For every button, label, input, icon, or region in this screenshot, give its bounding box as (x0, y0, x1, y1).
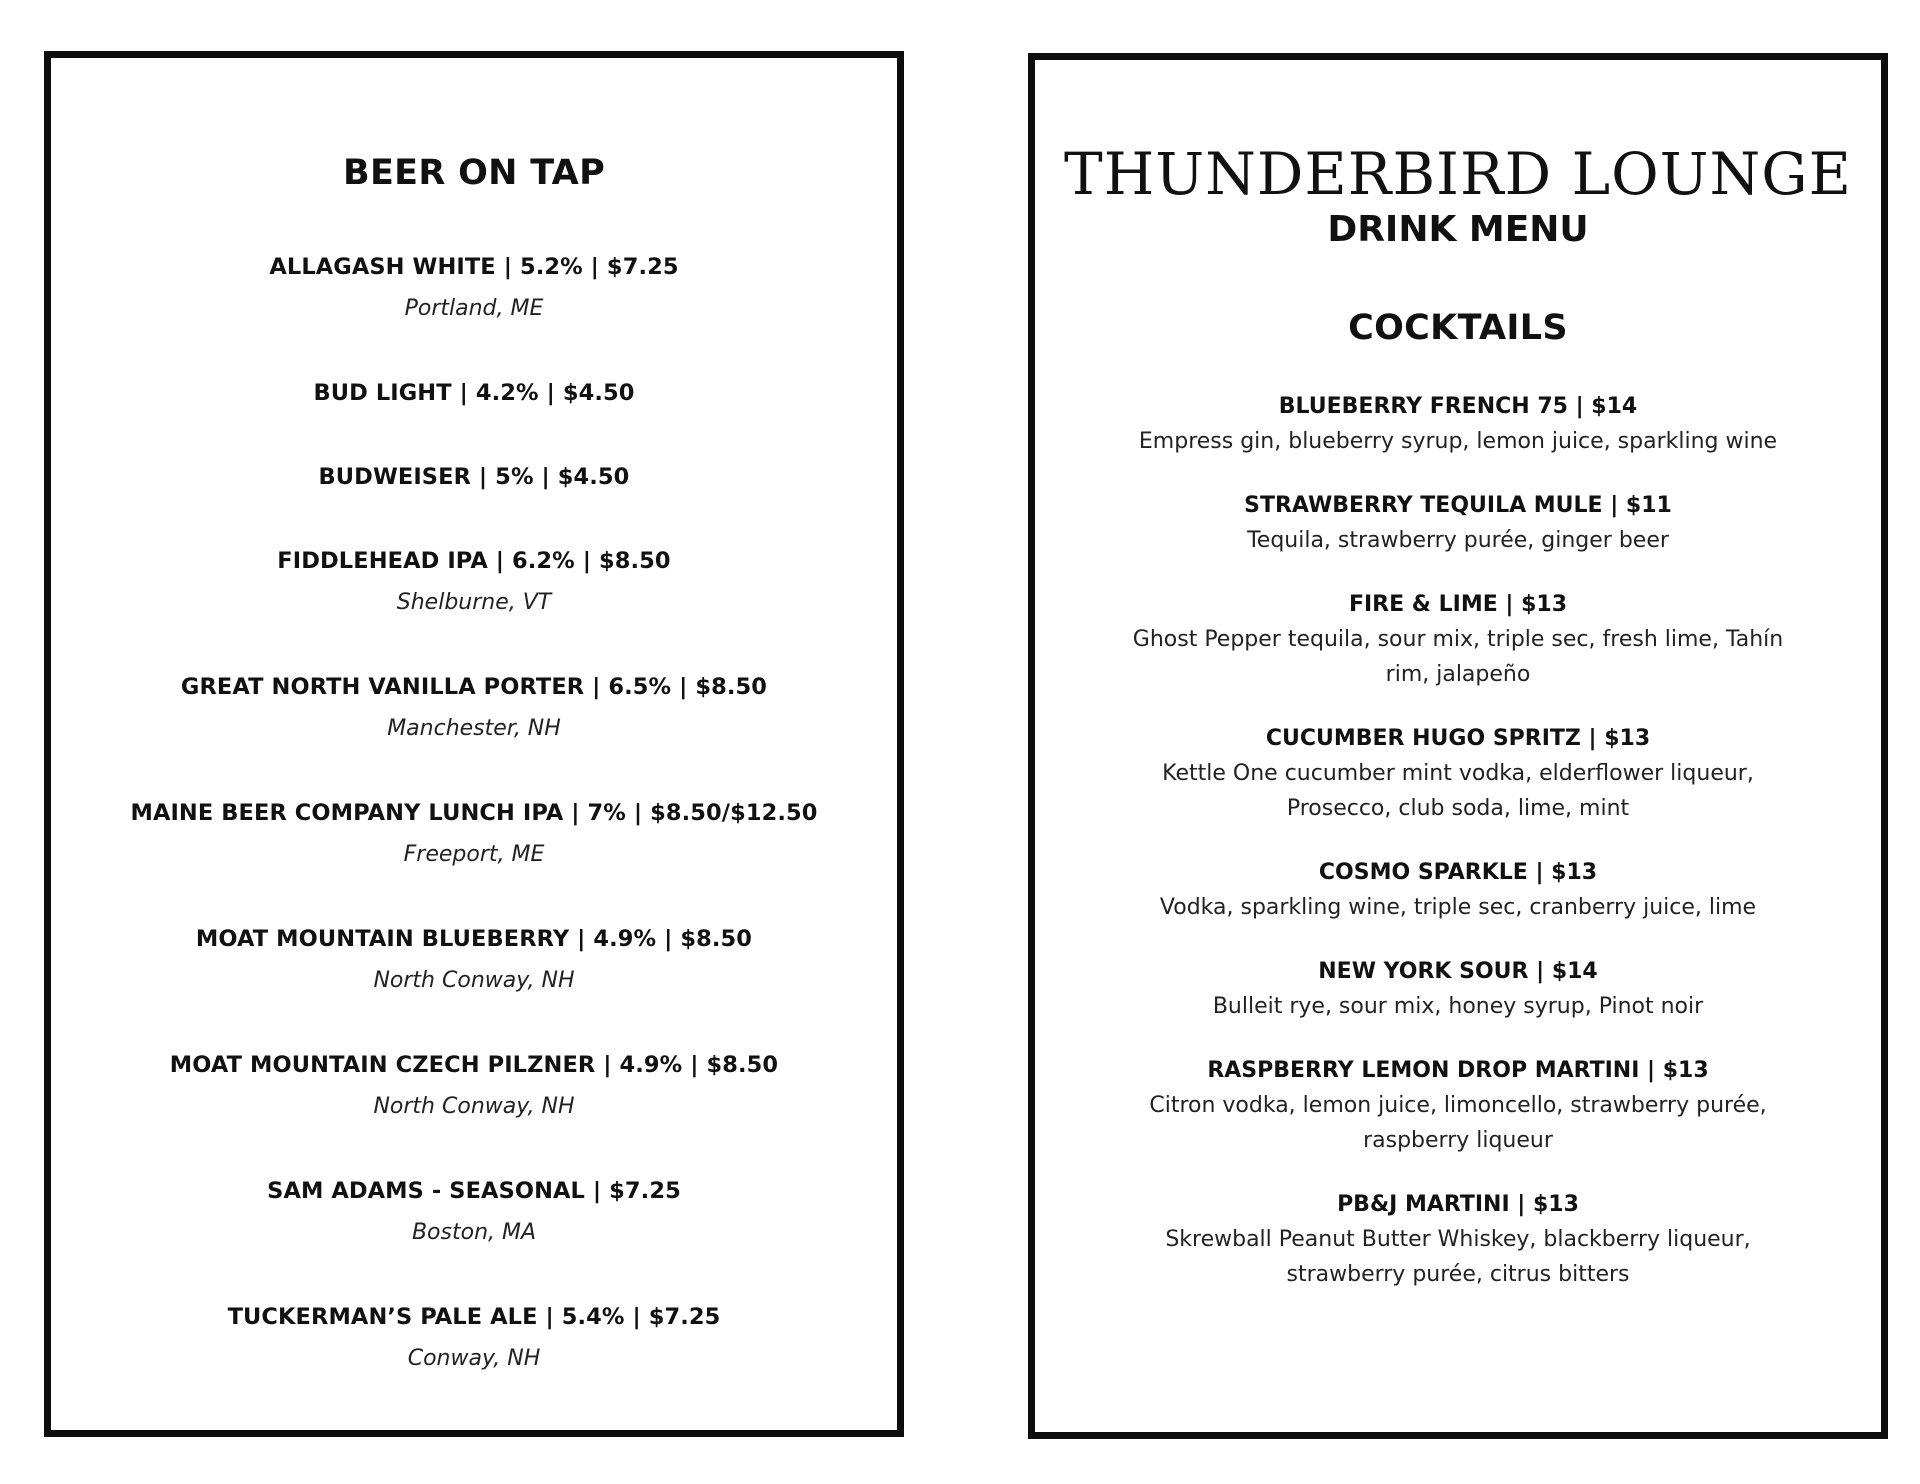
beer-name: BUDWEISER | 5% | $4.50 (318, 464, 630, 490)
beer-origin: Portland, ME (404, 296, 544, 321)
cocktail-item (1035, 856, 1881, 925)
beer-item (51, 672, 897, 744)
beer-item (51, 252, 897, 324)
beer-name: MOAT MOUNTAIN CZECH PILZNER | 4.9% | $8.50 (169, 1052, 779, 1078)
cocktail-description: Skrewball Peanut Butter Whiskey, blackberry liqueur, strawberry purée, citrus bitters (1165, 1227, 1751, 1287)
beer-item (51, 924, 897, 996)
cocktail-name: RASPBERRY LEMON DROP MARTINI | $13 (1207, 1058, 1709, 1083)
beer-item (51, 798, 897, 870)
beer-origin: North Conway, NH (373, 1094, 575, 1119)
beer-origin: North Conway, NH (373, 968, 575, 993)
cocktail-item (1035, 955, 1881, 1024)
beer-item (51, 462, 897, 492)
cocktail-name: COSMO SPARKLE | $13 (1318, 860, 1598, 885)
cocktail-item (1035, 1188, 1881, 1292)
cocktail-name: CUCUMBER HUGO SPRITZ | $13 (1265, 726, 1651, 751)
cocktail-description: Ghost Pepper tequila, sour mix, triple sec, fresh lime, Tahín rim, jalapeño (1132, 627, 1784, 687)
beer-name: MOAT MOUNTAIN BLUEBERRY | 4.9% | $8.50 (195, 926, 753, 952)
beer-item (51, 1302, 897, 1374)
beer-list (51, 252, 897, 1374)
cocktail-item (1035, 489, 1881, 558)
cocktail-menu-panel (1028, 53, 1888, 1439)
beer-item (51, 1176, 897, 1248)
lounge-name: THUNDERBIRD LOUNGE (1064, 140, 1852, 208)
beer-name: SAM ADAMS - SEASONAL | $7.25 (267, 1178, 681, 1204)
beer-origin: Manchester, NH (387, 716, 561, 741)
cocktail-item (1035, 722, 1881, 826)
beer-name: MAINE BEER COMPANY LUNCH IPA | 7% | $8.50/$12.50 (130, 800, 818, 826)
beer-name: ALLAGASH WHITE | 5.2% | $7.25 (269, 254, 679, 280)
beer-origin: Freeport, ME (403, 842, 545, 867)
cocktail-item (1035, 1054, 1881, 1158)
cocktail-name: FIRE & LIME | $13 (1348, 592, 1568, 617)
beer-item (51, 1050, 897, 1122)
cocktail-description: Kettle One cucumber mint vodka, elderflower liqueur, Prosecco, club soda, lime, mint (1162, 761, 1754, 821)
cocktail-name: BLUEBERRY FRENCH 75 | $14 (1278, 394, 1638, 419)
cocktail-description: Vodka, sparkling wine, triple sec, cranberry juice, lime (1159, 895, 1757, 920)
cocktail-description: Empress gin, blueberry syrup, lemon juice, sparkling wine (1138, 429, 1778, 454)
beer-origin: Boston, MA (411, 1220, 537, 1245)
cocktail-name: NEW YORK SOUR | $14 (1318, 959, 1598, 984)
cocktails-section-title: COCKTAILS (1348, 308, 1568, 348)
cocktail-description: Bulleit rye, sour mix, honey syrup, Pinot noir (1212, 994, 1704, 1019)
beer-origin: Shelburne, VT (396, 590, 552, 615)
cocktail-name: STRAWBERRY TEQUILA MULE | $11 (1244, 493, 1672, 518)
menu-title: DRINK MENU (1327, 209, 1589, 250)
beer-name: TUCKERMAN’S PALE ALE | 5.4% | $7.25 (227, 1304, 721, 1330)
beer-section-title: BEER ON TAP (342, 153, 606, 193)
cocktail-name: PB&J MARTINI | $13 (1337, 1192, 1579, 1217)
beer-item (51, 546, 897, 618)
cocktail-item (1035, 390, 1881, 459)
beer-name: BUD LIGHT | 4.2% | $4.50 (313, 380, 635, 406)
cocktail-description: Citron vodka, lemon juice, limoncello, strawberry purée, raspberry liqueur (1149, 1093, 1767, 1153)
beer-menu-panel (44, 51, 904, 1437)
cocktail-list (1035, 390, 1881, 1322)
cocktail-description: Tequila, strawberry purée, ginger beer (1247, 528, 1669, 553)
beer-origin: Conway, NH (407, 1346, 541, 1371)
beer-name: FIDDLEHEAD IPA | 6.2% | $8.50 (277, 548, 671, 574)
beer-item (51, 378, 897, 408)
cocktail-item (1035, 588, 1881, 692)
beer-name: GREAT NORTH VANILLA PORTER | 6.5% | $8.50 (180, 674, 768, 700)
